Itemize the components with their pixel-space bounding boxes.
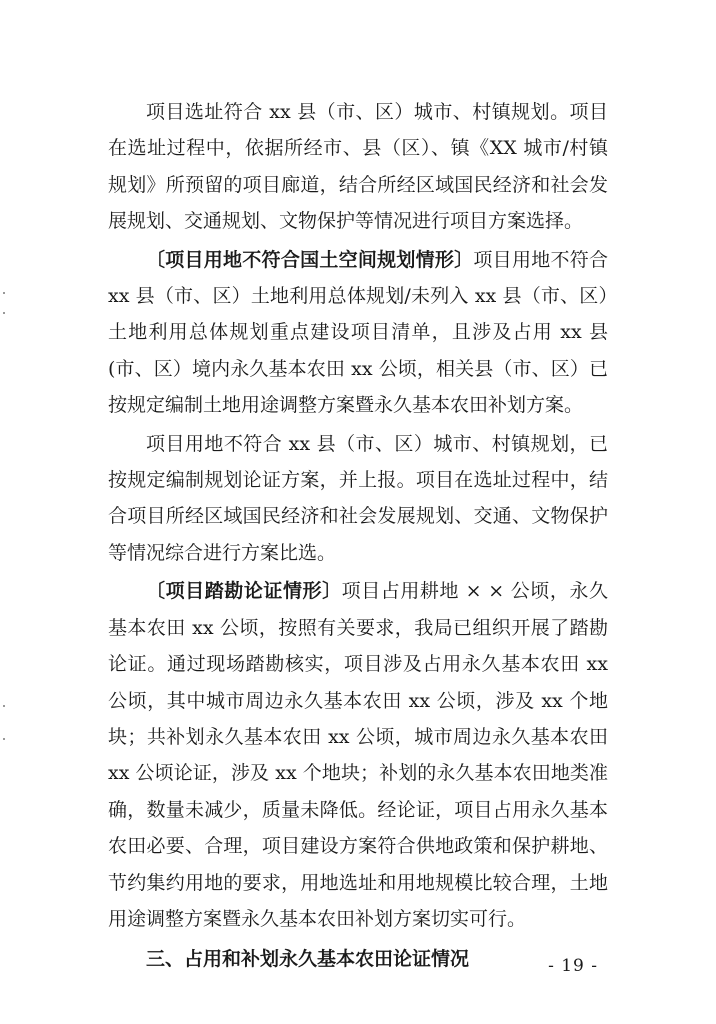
paragraph-text: 项目占用耕地 × × 公顷，永久基本农田 xx 公顷，按照有关要求，我局已组织开展了踏勘论证。通过现场踏勘核实，项目涉及占用永久基本农田 xx 公顷，其中城市周边永久基本农田 xx 公顷，涉及 xx 个地块；共补划永久基本农田 xx 公顷，城市周边永久基本农田 xx 公顷论证，涉及 xx 个地块；补划的永久基本农田地类准确，数量未减少，质量未降低。经论证，项目占用永久基本农田必要、合理，项目建设方案符合供地政策和保护耕地、节约集约用地的要求，用地选址和用地规模比较合理，土地用途调整方案暨永久基本农田补划方案切实可行。 (108, 580, 608, 930)
paragraph-text: 项目用地不符合 xx 县（市、区）城市、村镇规划，已按规定编制规划论证方案，并上报。项目在选址过程中，结合项目所经区域国民经济和社会发展规划、交通、文物保护等情况综合进行方案比选。 (108, 432, 608, 564)
paragraph-lead: 〔项目用地不符合国土空间规划情形〕 (146, 248, 474, 271)
paragraph-text: 项目用地不符合 xx 县（市、区）土地利用总体规划/未列入 xx 县（市、区）土地利用总体规划重点建设项目清单，且涉及占用 xx 县(市、区）境内永久基本农田 xx 公顷，相关县（市、区）已按规定编制土地用途调整方案暨永久基本农田补划方案。 (108, 248, 608, 417)
paragraph-lead: 〔项目踏勘论证情形〕 (146, 580, 342, 603)
paragraph (108, 242, 608, 424)
page-number: - 19 - (548, 956, 598, 976)
paragraph (108, 426, 608, 572)
paragraph (108, 94, 608, 240)
paragraph-text: 项目选址符合 xx 县（市、区）城市、村镇规划。项目在选址过程中，依据所经市、县（区）、镇《XX 城市/村镇规划》所预留的项目廊道，结合所经区域国民经济和社会发展规划、交通规划、文物保护等情况进行项目方案选择。 (108, 101, 608, 233)
scan-margin-mark (3, 312, 5, 314)
section-heading: 三、占用和补划永久基本农田论证情况 (146, 948, 470, 971)
body-text (108, 94, 608, 978)
paragraph (108, 573, 608, 937)
scan-margin-mark (3, 292, 5, 294)
scan-margin-mark (3, 705, 5, 707)
scan-margin-mark (3, 738, 5, 740)
